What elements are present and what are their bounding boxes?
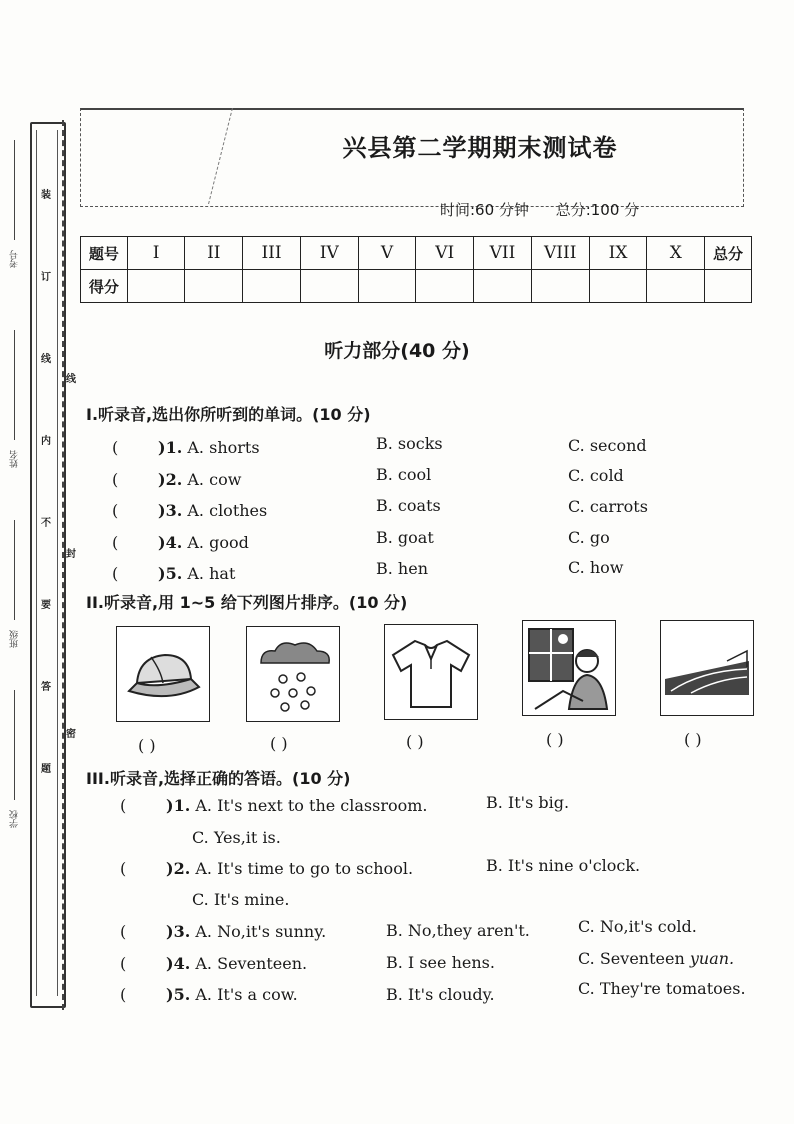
shirt-picture (384, 624, 478, 720)
answer-paren[interactable]: ( (120, 922, 127, 941)
question-option-a: )5. A. hat (158, 564, 236, 583)
road-icon (661, 621, 753, 715)
seal-char: 要 (41, 600, 51, 611)
question-option-a: )3. A. clothes (158, 501, 268, 520)
question-option-b: B. It's cloudy. (386, 985, 495, 1004)
section-heading: III.听录音,选择正确的答语。(10 分) (86, 769, 351, 788)
question-option-c: C. carrots (568, 497, 648, 516)
answer-paren[interactable]: ( (120, 985, 127, 1004)
question-option-c: C. Seventeen yuan. (578, 949, 735, 968)
order-blank[interactable]: ( ) (406, 732, 424, 751)
seal-char: 不 (41, 518, 51, 529)
column-header: VII (474, 237, 532, 270)
cap-picture (116, 626, 210, 722)
answer-paren[interactable]: ( (112, 533, 119, 552)
order-blank[interactable]: ( ) (138, 736, 156, 755)
question-option-b: B. It's big. (486, 793, 570, 812)
question-option-b: B. hen (376, 559, 429, 578)
road-picture (660, 620, 754, 716)
binding-inner (36, 130, 58, 996)
answer-paren[interactable]: ( (112, 438, 119, 457)
cut-mark: 线 (66, 374, 76, 385)
score-entry-row (81, 270, 752, 303)
question-option-b: B. No,they aren't. (386, 921, 530, 940)
score-cell[interactable] (589, 270, 647, 303)
answer-paren[interactable]: ( (112, 470, 119, 489)
answer-paren[interactable]: ( (112, 564, 119, 583)
row-label: 得分 (81, 270, 128, 303)
question-option-c: C. Yes,it is. (192, 828, 281, 847)
column-header: X (647, 237, 705, 270)
total-label: 总分:100 分 (555, 201, 640, 219)
cut-mark: 密 (66, 729, 76, 740)
question-option-b: B. goat (376, 528, 434, 547)
score-cell[interactable] (358, 270, 416, 303)
score-cell[interactable] (474, 270, 532, 303)
cut-mark: 封 (66, 549, 76, 560)
order-blank[interactable]: ( ) (270, 734, 288, 753)
column-header: III (243, 237, 301, 270)
question-option-c: C. go (568, 528, 610, 547)
shirt-icon (385, 625, 477, 719)
row-label: 题号 (81, 237, 128, 270)
question-option-b: B. cool (376, 465, 432, 484)
question-option-a: )4. A. Seventeen. (166, 954, 308, 973)
question-option-a: )5. A. It's a cow. (166, 985, 298, 1004)
question-option-b: B. coats (376, 496, 441, 515)
score-table (80, 236, 752, 303)
column-header: VIII (531, 237, 589, 270)
question-option-c: C. No,it's cold. (578, 917, 697, 936)
score-cell[interactable] (647, 270, 705, 303)
question-option-a: )1. A. It's next to the classroom. (166, 796, 428, 815)
field-line[interactable] (14, 520, 15, 620)
question-option-a: )4. A. good (158, 533, 249, 552)
score-header-row (81, 237, 752, 270)
question-option-c: C. They're tomatoes. (578, 979, 746, 998)
question-option-c: C. how (568, 558, 624, 577)
column-header: II (185, 237, 243, 270)
total-header: 总分 (705, 237, 752, 270)
column-header: I (127, 237, 185, 270)
question-option-a: )2. A. cow (158, 470, 242, 489)
field-label-name: 姓名 (10, 450, 20, 468)
time-score-info (440, 199, 661, 220)
child-window-icon (523, 621, 615, 715)
cloud-snow-picture (246, 626, 340, 722)
order-blank[interactable]: ( ) (546, 730, 564, 749)
question-option-b: B. I see hens. (386, 953, 495, 972)
column-header: VI (416, 237, 474, 270)
seal-char: 订 (41, 272, 51, 283)
seal-char: 装 (41, 190, 51, 201)
score-cell[interactable] (243, 270, 301, 303)
question-option-a: )3. A. No,it's sunny. (166, 922, 327, 941)
question-option-a: )2. A. It's time to go to school. (166, 859, 414, 878)
cap-icon (117, 627, 209, 721)
column-header: IV (300, 237, 358, 270)
seal-char: 答 (41, 682, 51, 693)
column-header: V (358, 237, 416, 270)
cut-dashed-line (62, 120, 64, 1010)
score-cell[interactable] (185, 270, 243, 303)
snow-cloud-icon (247, 627, 339, 721)
order-blank[interactable]: ( ) (684, 730, 702, 749)
question-option-a: )1. A. shorts (158, 438, 260, 457)
answer-paren[interactable]: ( (120, 954, 127, 973)
question-option-b: B. It's nine o'clock. (486, 856, 641, 875)
field-label-exam-number: 考号 (10, 250, 20, 268)
answer-paren[interactable]: ( (120, 796, 127, 815)
question-option-b: B. socks (376, 434, 443, 453)
child-window-picture (522, 620, 616, 716)
field-line[interactable] (14, 140, 15, 240)
seal-char: 内 (41, 436, 51, 447)
question-option-c: C. It's mine. (192, 890, 290, 909)
part-title: 听力部分(40 分) (324, 340, 470, 362)
score-cell[interactable] (127, 270, 185, 303)
score-cell[interactable] (300, 270, 358, 303)
answer-paren[interactable]: ( (112, 501, 119, 520)
seal-char: 题 (41, 764, 51, 775)
question-option-c: C. second (568, 436, 647, 455)
score-cell[interactable] (531, 270, 589, 303)
field-label-school: 学校 (10, 810, 20, 828)
seal-char: 线 (41, 354, 51, 365)
section-heading: I.听录音,选出你所听到的单词。(10 分) (86, 405, 371, 424)
page-title: 兴县第二学期期末测试卷 (342, 134, 618, 162)
question-option-c: C. cold (568, 466, 624, 485)
field-label-class: 班级 (10, 630, 20, 648)
score-cell[interactable] (705, 270, 752, 303)
column-header: IX (589, 237, 647, 270)
score-cell[interactable] (416, 270, 474, 303)
time-label: 时间:60 分钟 (440, 201, 529, 219)
field-line[interactable] (14, 690, 15, 800)
section-heading: II.听录音,用 1~5 给下列图片排序。(10 分) (86, 593, 408, 612)
answer-paren[interactable]: ( (120, 859, 127, 878)
